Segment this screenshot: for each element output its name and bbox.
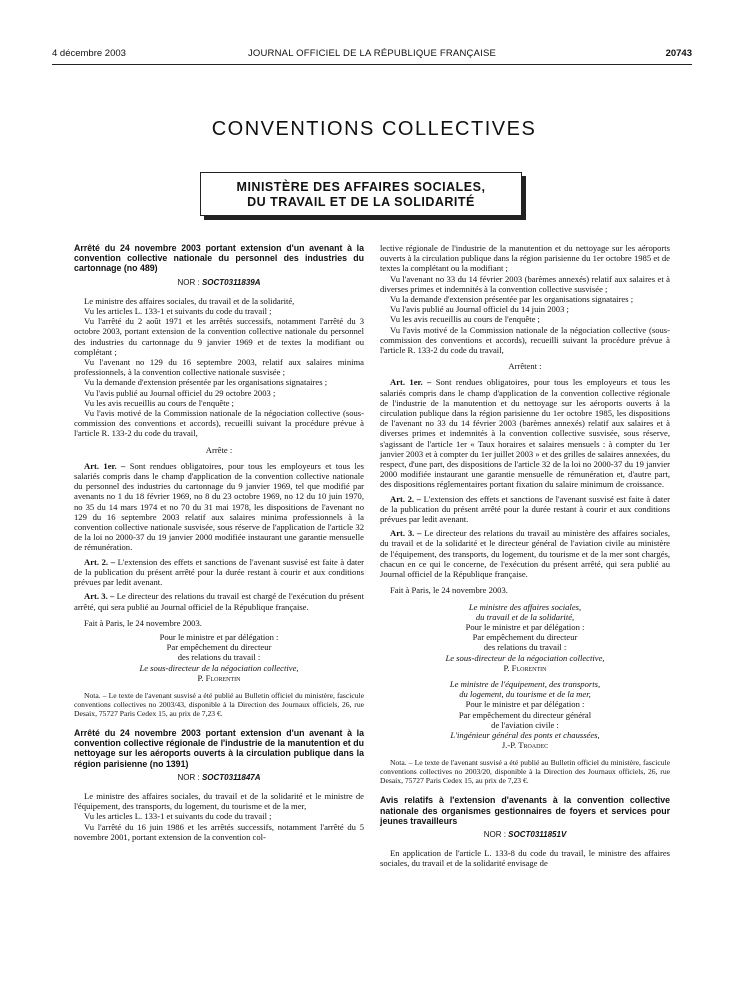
article-2: [380, 494, 670, 525]
nor-label: NOR :: [177, 277, 200, 287]
signature-line: [380, 679, 670, 689]
signature-line: de l'aviation civile :: [491, 719, 559, 730]
header-date: 4 décembre 2003: [52, 48, 126, 59]
signature-title: du logement, du tourisme et de la mer,: [459, 689, 591, 700]
arrete-1-title: Arrêté du 24 novembre 2003 portant extension d'un avenant à la convention collective nationale du personnel des industries du cartonnage (no 489): [74, 243, 364, 274]
nor-label: NOR :: [177, 772, 200, 782]
nor-code: SOCT0311839A: [201, 277, 261, 287]
signature-line: [380, 602, 670, 612]
signatory-name: J.-P. Troadec: [501, 740, 549, 751]
paragraph: Vu l'avis motivé de la Commission nationale de la négociation collective (sous-commission des conventions et accords), recueilli suivant la procédure prévue à l'article R. 133-2 du code du travail,: [74, 408, 364, 439]
article-text: L'extension des effets et sanctions de l'avenant susvisé est faite à dater de la publication du présent arrêté pour la durée restant à courir et aux conditions prévues par ledit avenant.: [380, 493, 670, 525]
article-label: Art. 3. –: [390, 528, 422, 539]
paragraph: Le ministre des affaires sociales, du travail et de la solidarité,: [84, 295, 295, 306]
right-column: [380, 243, 670, 869]
arretent-heading: Arrêtent :: [508, 361, 542, 372]
nor-code: SOCT0311851V: [508, 829, 567, 839]
signature-title: Le sous-directeur de la négociation collective,: [139, 662, 299, 673]
arrete-1-nor: [74, 278, 364, 288]
signatory-name: P. Florentin: [197, 672, 241, 683]
signature-line: Pour le ministre et par délégation :: [465, 699, 585, 710]
article-text: Sont rendues obligatoires, pour tous les employeurs et tous les salariés compris dans le champ d'application de la convention collective régionale de l'industrie de la manutention et du nettoyage sur les aéroports ouverts à la circulation publique dans la région parisienne du 1er octobre 1985, les dispositions de l'avenant no 33 du 14 février 2003 (barèmes annexés) relatif aux salaires et à diverses primes et indemnités à la convention collective susvisée, sous réserve, s'agissant de l'article 1er « Taux horaires et salaires mensuels : à compter du 1er janvier 2003 et à compter du 1er juillet 2003 » et des grilles de salaires annexées, du respect, d'une part, des dispositions de l'article 32 de la loi no 2000-37 du 19 janvier 2000 modifiée instaurant une garantie mensuelle de rémunération et, d'autre part, des dispositions réglementaires portant fixation du salaire minimum de croissance.: [380, 377, 670, 490]
header-journal: JOURNAL OFFICIEL DE LA RÉPUBLIQUE FRANÇAISE: [247, 48, 497, 59]
article-text: Le directeur des relations du travail est chargé de l'exécution du présent arrêté, qui sera publié au Journal officiel de la République française.: [74, 591, 364, 612]
signature-line: [380, 689, 670, 699]
nota: Nota. – Le texte de l'avenant susvisé a été publié au Bulletin officiel du ministère, fascicule conventions collectives no 2003/20, disponible à la Direction des Journaux officiels, 26, rue Desaix, 75727 Paris Cedex 15, au prix de 7,23 €.: [380, 758, 670, 786]
paragraph: Vu l'avenant no 129 du 16 septembre 2003, relatif aux salaires minima professionnels, à la convention collective nationale susvisée ;: [74, 357, 364, 378]
signature-line: [380, 730, 670, 740]
paragraph: Vu l'avis publié au Journal officiel du 29 octobre 2003 ;: [84, 387, 276, 398]
article-3: [380, 528, 670, 579]
paragraph: Vu les avis recueillis au cours de l'enquête ;: [390, 314, 540, 325]
signature-block-1: [380, 602, 670, 673]
article-label: Art. 1er. –: [84, 460, 126, 471]
article-label: Art. 2. –: [84, 556, 115, 567]
paragraph: Vu la demande d'extension présentée par les organisations signataires ;: [390, 294, 634, 305]
ministry-line-1: MINISTÈRE DES AFFAIRES SOCIALES,: [236, 180, 486, 194]
signature-title: Le ministre des affaires sociales,: [468, 601, 582, 612]
avis-title: Avis relatifs à l'extension d'avenants à la convention collective nationale des organismes gestionnaires de foyers et services pour jeunes travailleurs: [380, 795, 670, 826]
article-text: Le directeur des relations du travail au ministère des affaires sociales, du travail et de la solidarité et le directeur général de l'aviation civile au ministère de l'équipement, des transports, du logement, du tourisme et de la mer sont chargés, chacun en ce qui le concerne, de l'exécution du présent arrêté, qui sera publié au Journal officiel de la République française.: [380, 528, 670, 580]
page-header: [52, 48, 692, 65]
signature-title: Le ministre de l'équipement, des transports,: [449, 678, 601, 689]
signature-line: Par empêchement du directeur: [166, 642, 272, 653]
nor-code: SOCT0311847A: [201, 772, 261, 782]
signature-line: [380, 653, 670, 663]
paragraph: Vu la demande d'extension présentée par les organisations signataires ;: [84, 377, 328, 388]
paragraph: Le ministre des affaires sociales, du travail et de la solidarité et le ministre de l'équipement, des transports, du logement, du tourisme et de la mer,: [74, 790, 364, 812]
signature-line: Par empêchement du directeur: [472, 632, 578, 643]
header-page-number: 20743: [665, 48, 692, 59]
article-label: Art. 2. –: [390, 493, 421, 504]
paragraph: Vu les articles L. 133-1 et suivants du code du travail ;: [84, 811, 272, 822]
paragraph: Vu l'arrêté du 16 juin 1986 et les arrêtés successifs, notamment l'arrêté du 5 novembre 2001, portant extension de la convention col-: [74, 821, 364, 842]
nota: Nota. – Le texte de l'avenant susvisé a été publié au Bulletin officiel du ministère, fascicule conventions collectives no 2003/43, disponible à la Direction des Journaux officiels, 26, rue Desaix, 75727 Paris Cedex 15, au prix de 7,23 €.: [74, 690, 364, 718]
article-1: [380, 377, 670, 489]
arrete-heading: Arrête :: [205, 444, 233, 455]
signature-title: du travail et de la solidarité,: [475, 611, 575, 622]
signature-title: L'ingénieur général des ponts et chaussées,: [450, 729, 600, 740]
left-column: [74, 243, 364, 842]
avis-nor: [380, 830, 670, 840]
fait-a-paris: Fait à Paris, le 24 novembre 2003.: [84, 617, 202, 628]
article-label: Art. 1er. –: [390, 377, 432, 388]
paragraph: Vu l'avis motivé de la Commission nationale de la négociation collective (sous-commission des conventions et accords), recueilli suivant la procédure prévue à l'article R. 133-2 du code du travail,: [380, 324, 670, 356]
article-2: [74, 557, 364, 588]
signature-line: [74, 663, 364, 673]
signature-block-2: [380, 679, 670, 750]
signature-line: Pour le ministre et par délégation :: [159, 631, 279, 642]
article-label: Art. 3. –: [84, 591, 115, 602]
paragraph: Vu les avis recueillis au cours de l'enquête ;: [84, 397, 234, 408]
signature-line: Par empêchement du directeur général: [458, 709, 592, 720]
paragraph: En application de l'article L. 133-8 du code du travail, le ministre des affaires sociales, du travail et de la solidarité envisage de: [380, 848, 670, 869]
signature-block: [74, 632, 364, 683]
article-text: Sont rendues obligatoires, pour tous les employeurs et tous les salariés compris dans le champ d'application de la convention collective nationale du personnel des industries du cartonnage du 9 janvier 1969, tel que modifié par avenants no 1 du 18 février 1969, no 8 du 23 octobre 1969, no 12 du 10 juin 1970, no 35 du 14 mars 1974 et no 70 du 31 mai 1978, les dispositions de l'avenant no 129 du 16 septembre 2003 relatif aux salaires minima professionnels à la convention collective nationale susvisée, sous réserve de l'application de l'article 32 de la loi no 2000-37 du 19 janvier 2000 modifiée instaurant une garantie mensuelle de rémunération.: [74, 460, 364, 553]
paragraph: lective régionale de l'industrie de la manutention et du nettoyage sur les aéroports ouverts à la circulation publique dans la région parisienne du 1er octobre 1985 et de textes la complétant ou la modifiant ;: [380, 243, 670, 274]
paragraph: Vu les articles L. 133-1 et suivants du code du travail ;: [84, 306, 272, 317]
arrete-2-title: Arrêté du 24 novembre 2003 portant extension d'un avenant à la convention collective régionale de l'industrie de la manutention et du nettoyage sur les aéroports ouverts à la circulation publique dans la région parisienne (no 1391): [74, 727, 364, 769]
fait-a-paris: Fait à Paris, le 24 novembre 2003.: [390, 585, 508, 596]
signature-line: des relations du travail :: [177, 652, 261, 663]
ministry-line-2: DU TRAVAIL ET DE LA SOLIDARITÉ: [247, 195, 475, 209]
paragraph: Vu l'avis publié au Journal officiel du 14 juin 2003 ;: [390, 304, 569, 315]
article-1: [74, 461, 364, 553]
section-title: CONVENTIONS COLLECTIVES: [211, 118, 537, 140]
paragraph: Vu l'arrêté du 2 août 1971 et les arrêtés successifs, notamment l'arrêté du 3 octobre 2003, portant extension de la convention collective nationale du personnel des industries du cartonnage du 9 janvier 1969 et de textes la modifiant ou complétant ;: [74, 316, 364, 357]
signatory-name: P. Florentin: [503, 662, 547, 673]
signature-title: Le sous-directeur de la négociation collective,: [445, 652, 605, 663]
ministry-box: [200, 172, 522, 216]
nor-label: NOR :: [483, 829, 506, 839]
signature-line: Pour le ministre et par délégation :: [465, 621, 585, 632]
signature-line: [380, 612, 670, 622]
article-3: [74, 591, 364, 611]
arrete-2-nor: [74, 773, 364, 783]
paragraph: Vu l'avenant no 33 du 14 février 2003 (barèmes annexés) relatif aux salaires et à diverses primes et indemnités à la convention collective susvisée ;: [380, 273, 670, 294]
signature-line: des relations du travail :: [483, 642, 567, 653]
article-text: L'extension des effets et sanctions de l'avenant susvisé est faite à dater de la publication du présent arrêté pour la durée restant à courir et aux conditions prévues par ledit avenant.: [74, 556, 364, 588]
